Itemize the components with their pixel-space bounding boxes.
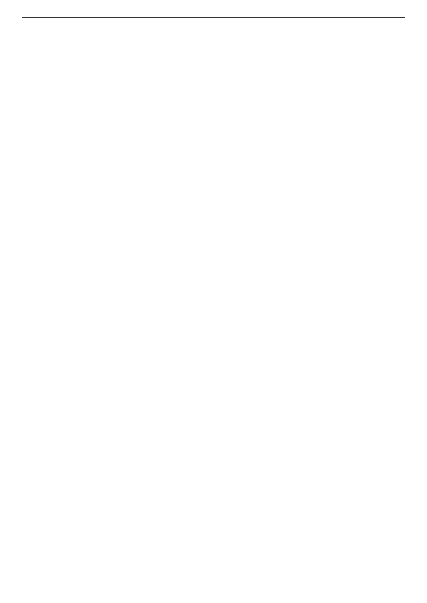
left-column <box>22 26 207 566</box>
body-columns <box>22 26 405 566</box>
right-column <box>221 26 406 566</box>
running-header <box>22 14 405 18</box>
